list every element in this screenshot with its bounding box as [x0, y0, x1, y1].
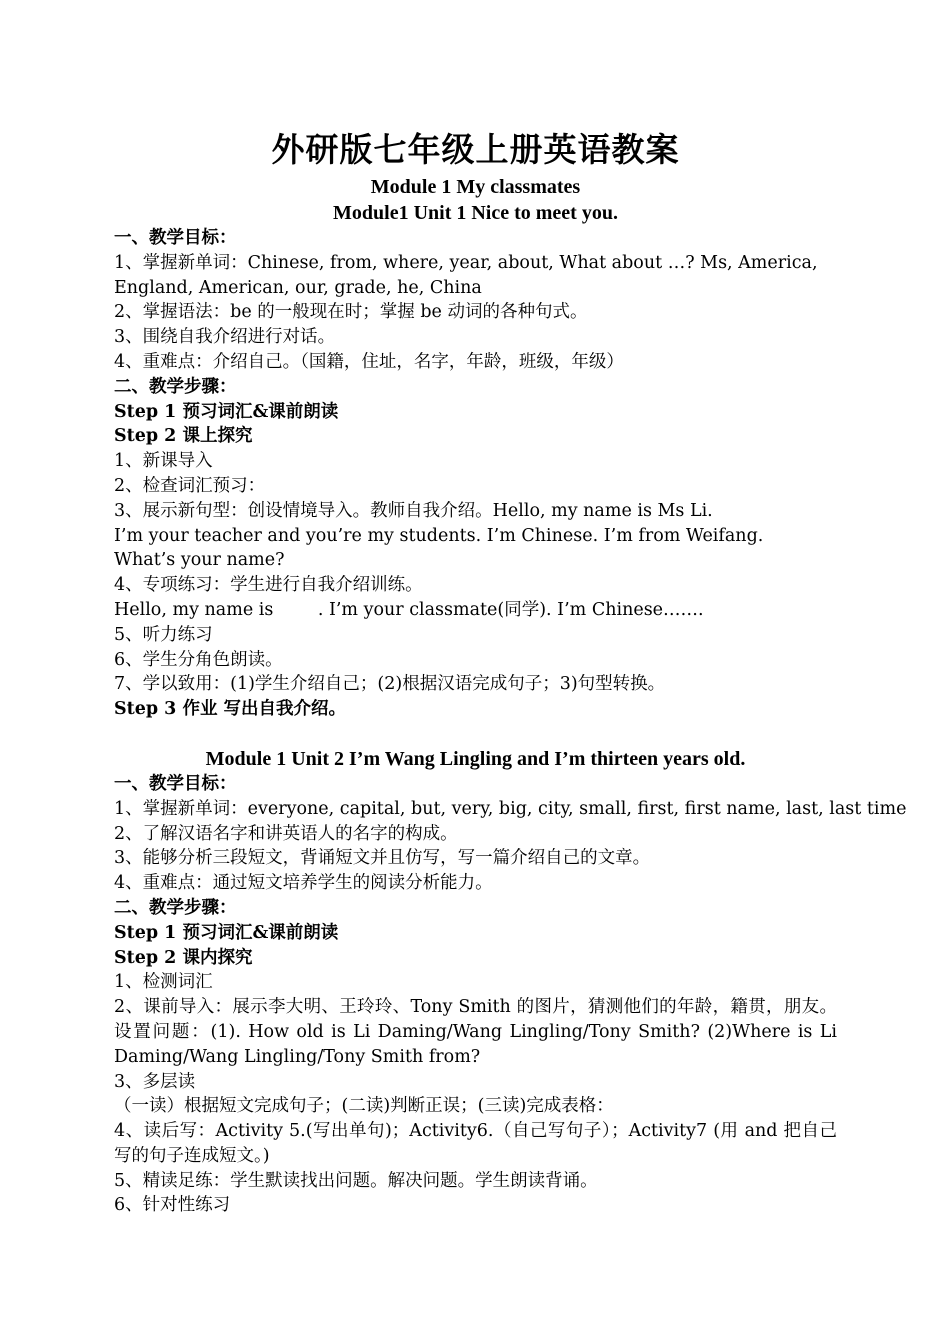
unit1-objective: England, American, our, grade, he, China: [114, 277, 482, 298]
unit2-objective: 1、掌握新单词：everyone, capital, but, very, big, city, small, first, first name, last, last time: [114, 798, 907, 819]
unit2-step2-item: （一读）根据短文完成句子；(二读)判断正误；(三读)完成表格：: [114, 1096, 614, 1117]
unit1-step2-item: Hello, my name is . I’m your classmate(同学). I’m Chinese…….: [114, 599, 704, 620]
unit2-steps-heading: 二、教学步骤：: [114, 897, 237, 918]
unit1-title: Module1 Unit 1 Nice to meet you.: [333, 202, 618, 224]
unit1-objectives-heading: 一、教学目标：: [114, 228, 237, 248]
unit1-step2: Step 2 课上探究: [114, 426, 253, 447]
unit1-steps-heading: 二、教学步骤：: [114, 376, 237, 397]
unit2-objectives-heading: 一、教学目标：: [114, 773, 237, 794]
unit1-step3: Step 3 作业 写出自我介绍。: [114, 699, 347, 720]
unit1-step2-item: What’s your name?: [114, 550, 285, 571]
unit2-step2-item: 1、检测词汇: [114, 972, 213, 993]
unit1-step1: Step 1 预习词汇&课前朗读: [114, 401, 339, 422]
unit1-step2-item: 4、专项练习：学生进行自我介绍训练。: [114, 575, 423, 596]
unit2-objective: 3、能够分析三段短文，背诵短文并且仿写，写一篇介绍自己的文章。: [114, 848, 651, 869]
unit2-step2-item: 6、针对性练习: [114, 1195, 231, 1216]
document-title: 外研版七年级上册英语教案: [271, 130, 680, 169]
unit2-step2-item: 4、读后写：Activity 5.(写出单句)；Activity6.（自己写句子）；Activity7 (用 and 把自己写的句子连成短文。): [114, 1121, 837, 1166]
unit1-step2-item: 5、听力练习: [114, 624, 213, 645]
unit2-step2-item: 5、精读足练：学生默读找出问题。解决问题。学生朗读背诵。: [114, 1170, 598, 1191]
document-body: [114, 128, 907, 1218]
unit1-step2-item: I’m your teacher and you’re my students. I’m Chinese. I’m from Weifang.: [114, 525, 764, 546]
unit2-step1: Step 1 预习词汇&课前朗读: [114, 922, 339, 943]
unit1-step2-item: 7、学以致用：(1)学生介绍自己；(2)根据汉语完成句子；3)句型转换。: [114, 674, 666, 695]
unit2-objective: 2、了解汉语名字和讲英语人的名字的构成。: [114, 823, 458, 844]
unit1-objective: 3、围绕自我介绍进行对话。: [114, 327, 336, 348]
unit1-objective: 4、重难点：介绍自己。（国籍，住址，名字，年龄，班级，年级）: [114, 351, 624, 372]
section-spacer: [114, 722, 837, 746]
unit1-step2-item: 6、学生分角色朗读。: [114, 649, 283, 670]
unit2-step2: Step 2 课内探究: [114, 947, 253, 968]
unit1-step2-item: 1、新课导入: [114, 451, 213, 472]
unit2-title: Module 1 Unit 2 I’m Wang Lingling and I’m thirteen years old.: [205, 747, 746, 770]
unit2-step2-item: 3、多层读: [114, 1071, 196, 1092]
unit1-step2-item: 2、检查词汇预习：: [114, 475, 266, 496]
unit1-objective: 1、掌握新单词：Chinese, from, where, year, about, What about …? Ms, America,: [114, 252, 818, 273]
unit1-objective: 2、掌握语法：be 的一般现在时；掌握 be 动词的各种句式。: [114, 302, 588, 323]
unit1-step2-item: 3、展示新句型：创设情境导入。教师自我介绍。Hello, my name is Ms Li.: [114, 500, 713, 521]
unit2-objective: 4、重难点：通过短文培养学生的阅读分析能力。: [114, 873, 493, 894]
unit2-step2-item: 2、课前导入：展示李大明、王玲玲、Tony Smith 的图片，猜测他们的年龄，籍贯，朋友。设置问题：(1). How old is Li Daming/Wang Lingling/Tony Smith? (2)Where is Li Daming/Wang Lingling/Tony Smith from?: [114, 997, 837, 1067]
module-title: Module 1 My classmates: [370, 176, 581, 198]
